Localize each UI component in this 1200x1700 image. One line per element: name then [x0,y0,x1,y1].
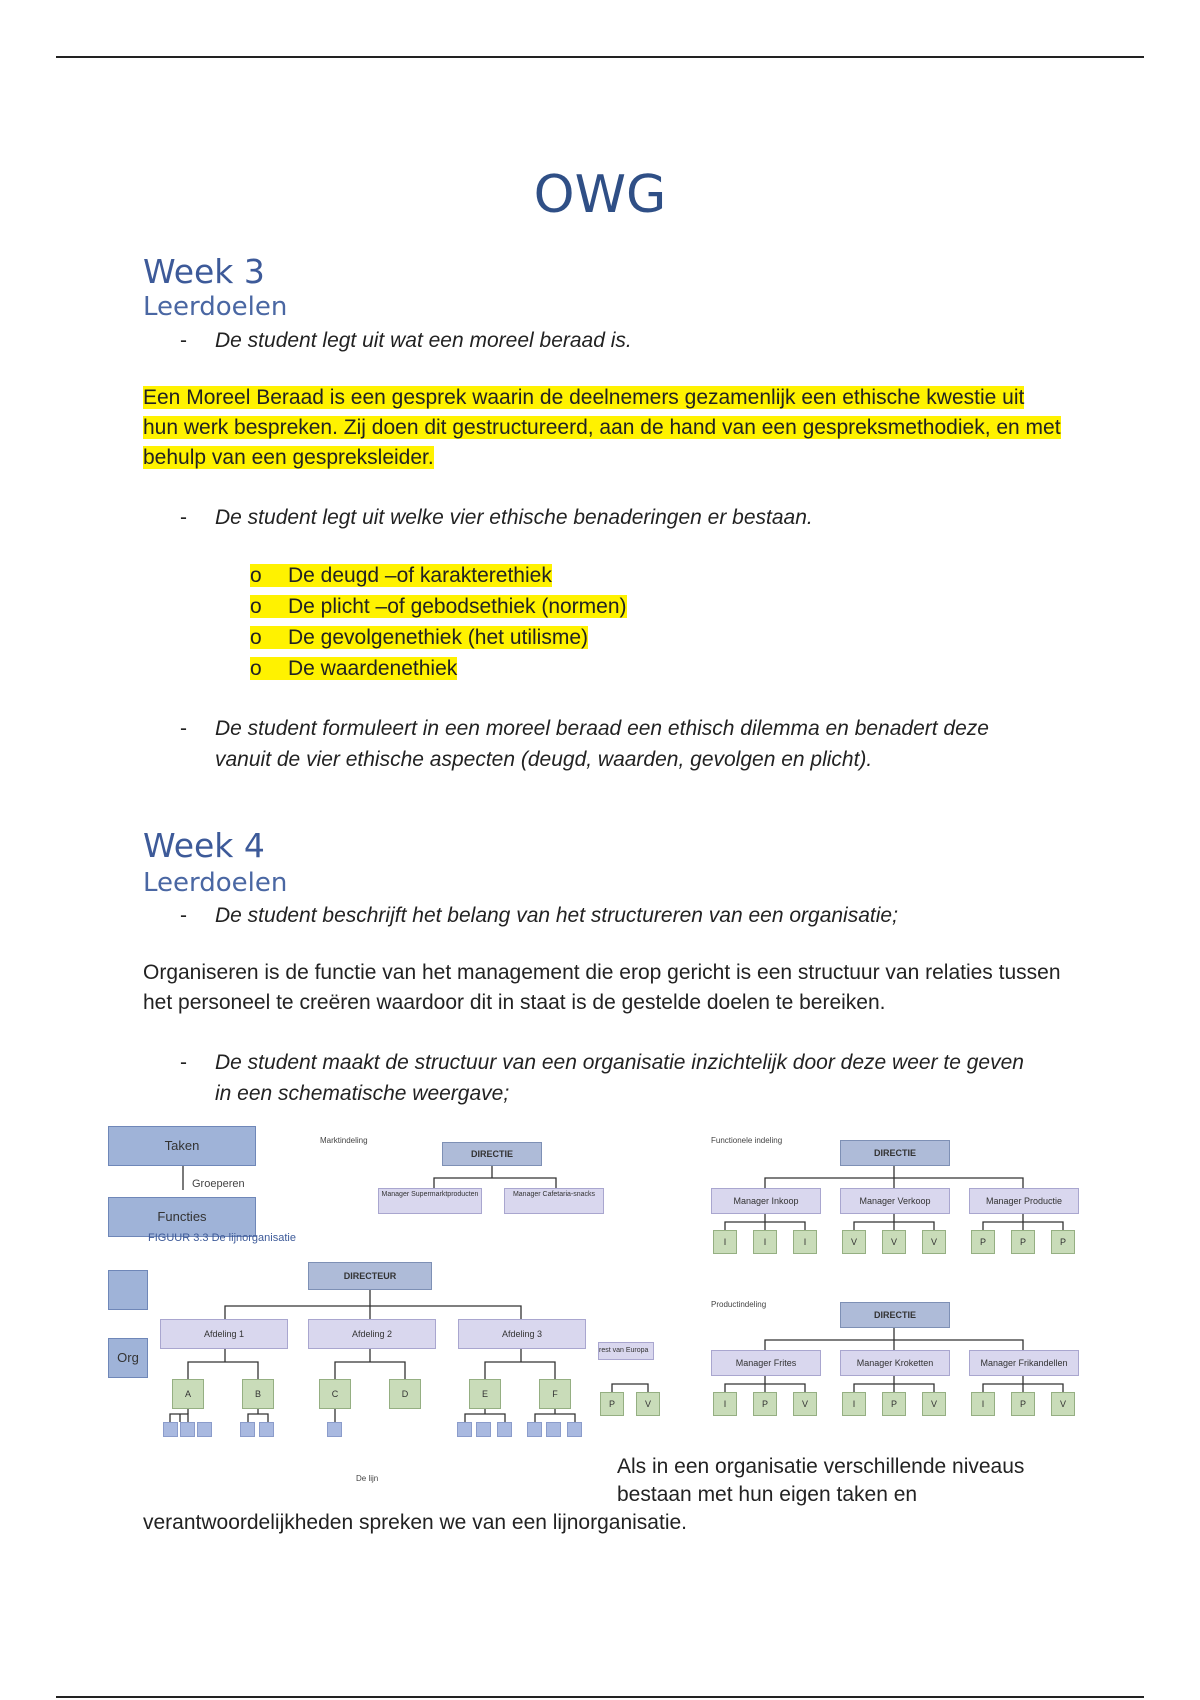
productindeling-label: Productindeling [711,1300,767,1309]
week4-subheading: Leerdoelen [143,868,288,898]
func-manager-3: Manager Productie [969,1188,1079,1214]
prod-manager-2: Manager Kroketten [840,1350,950,1376]
prod-sub-box: V [793,1392,817,1416]
staff-square [567,1422,582,1437]
staff-square [163,1422,178,1437]
prod-sub-box: I [842,1392,866,1416]
staff-square [546,1422,561,1437]
partial-v-box: V [636,1392,660,1416]
func-sub-box: V [842,1230,866,1254]
prod-directie-box: DIRECTIE [840,1302,950,1328]
markt-manager-2: Manager Cafetaria-snacks [504,1188,604,1214]
unit-c-box: C [319,1379,351,1409]
approaches-list [250,560,627,684]
groeperen-label: Groeperen [192,1178,245,1190]
prod-sub-box: I [971,1392,995,1416]
staff-square [527,1422,542,1437]
week3-subheading: Leerdoelen [143,292,288,322]
approach-item: o De gevolgenethiek (het utilisme) [250,626,588,649]
prod-sub-box: P [1011,1392,1035,1416]
bottom-rule [56,1696,1144,1698]
staff-square [259,1422,274,1437]
approach-item: o De plicht –of gebodsethiek (normen) [250,595,627,618]
prod-manager-1: Manager Frites [711,1350,821,1376]
staff-square [327,1422,342,1437]
func-manager-1: Manager Inkoop [711,1188,821,1214]
moreel-beraad-definition [143,383,1063,473]
week3-bullet-3: - De student formuleert in een moreel beraad een ethisch dilemma en benadert deze vanuit de vier ethische aspecten (deugd, waarden, gevolgen en plicht). [180,713,1040,775]
europa-partial-box: rest van Europa [598,1342,654,1360]
markt-label: Marktindeling [320,1136,368,1145]
func-sub-box: P [1011,1230,1035,1254]
afdeling-1-box: Afdeling 1 [160,1319,288,1349]
staff-square [476,1422,491,1437]
markt-manager-1: Manager Supermarktproducten [378,1188,482,1214]
func-sub-box: P [971,1230,995,1254]
week3-bullet-1: - De student legt uit wat een moreel beraad is. [180,325,1040,356]
func-directie-box: DIRECTIE [840,1140,950,1166]
markt-directie-box: DIRECTIE [442,1142,542,1166]
approach-item: o De deugd –of karakterethiek [250,564,552,587]
organiseren-paragraph: Organiseren is de functie van het management die erop gericht is een structuur van relaties tussen het personeel te creëren waardoor dit in staat is de gestelde doelen te bereiken. [143,961,1061,1014]
week3-bullet-3-text: De student formuleert in een moreel beraad een ethisch dilemma en benadert deze vanuit de vier ethische aspecten (deugd, waarden, gevolgen en plicht). [215,717,989,771]
prod-sub-box: V [922,1392,946,1416]
prod-manager-3: Manager Frikandellen [969,1350,1079,1376]
partial-p-box: P [600,1392,624,1416]
functies-box: Functies [108,1197,256,1237]
week4-bullet-2-text: De student maakt de structuur van een organisatie inzichtelijk door deze weer te geven in een schematische weergave; [215,1051,1024,1105]
week3-bullet-2: - De student legt uit welke vier ethische benaderingen er bestaan. [180,502,1040,533]
week3-bullet-1-text: De student legt uit wat een moreel beraad is. [215,329,632,352]
staff-square [180,1422,195,1437]
func-sub-box: V [882,1230,906,1254]
unit-a-box: A [172,1379,204,1409]
prod-sub-box: P [882,1392,906,1416]
functionele-label: Functionele indeling [711,1136,783,1145]
directeur-box: DIRECTEUR [308,1262,432,1290]
lijnorganisatie-caption-2: bestaan met hun eigen taken en [617,1483,918,1506]
taken-box: Taken [108,1126,256,1166]
de-lijn-label: De lijn [356,1474,379,1483]
staff-square [240,1422,255,1437]
staff-square [457,1422,472,1437]
week4-heading: Week 4 [143,826,265,865]
prod-sub-box: I [713,1392,737,1416]
approach-item: o De waardenethiek [250,657,458,680]
left-partial-box [108,1270,148,1310]
staff-square [197,1422,212,1437]
prod-sub-box: V [1051,1392,1075,1416]
lijnorganisatie-caption-3: verantwoordelijkheden spreken we van een lijnorganisatie. [143,1511,688,1534]
afdeling-2-box: Afdeling 2 [308,1319,436,1349]
week4-bullet-2: - De student maakt de structuur van een organisatie inzichtelijk door deze weer te geven in een schematische weergave; [180,1047,1040,1109]
week3-bullet-2-text: De student legt uit welke vier ethische benaderingen er bestaan. [215,506,813,529]
func-sub-box: V [922,1230,946,1254]
moreel-beraad-definition-text: Een Moreel Beraad is een gesprek waarin de deelnemers gezamenlijk een ethische kwestie uit hun werk bespreken. Zij doen dit gestructureerd, aan de hand van een gespreksmethodiek, en met behulp van een gespreksleider. [143,386,1061,469]
afdeling-3-box: Afdeling 3 [458,1319,586,1349]
func-sub-box: I [713,1230,737,1254]
prod-sub-box: P [753,1392,777,1416]
org-partial-box: Org [108,1338,148,1378]
unit-f-box: F [539,1379,571,1409]
unit-d-box: D [389,1379,421,1409]
week4-bullet-1-text: De student beschrijft het belang van het structureren van een organisatie; [215,904,898,927]
top-rule [56,56,1144,58]
figure-caption: FIGUUR 3.3 De lijnorganisatie [148,1232,296,1244]
week3-heading: Week 3 [143,252,265,291]
func-sub-box: P [1051,1230,1075,1254]
unit-e-box: E [469,1379,501,1409]
func-sub-box: I [753,1230,777,1254]
func-manager-2: Manager Verkoop [840,1188,950,1214]
staff-square [497,1422,512,1437]
func-sub-box: I [793,1230,817,1254]
week4-bullet-1: - De student beschrijft het belang van het structureren van een organisatie; [180,900,1040,931]
lijnorganisatie-caption-1: Als in een organisatie verschillende niveaus [617,1455,1025,1478]
page-title: OWG [533,165,667,225]
unit-b-box: B [242,1379,274,1409]
